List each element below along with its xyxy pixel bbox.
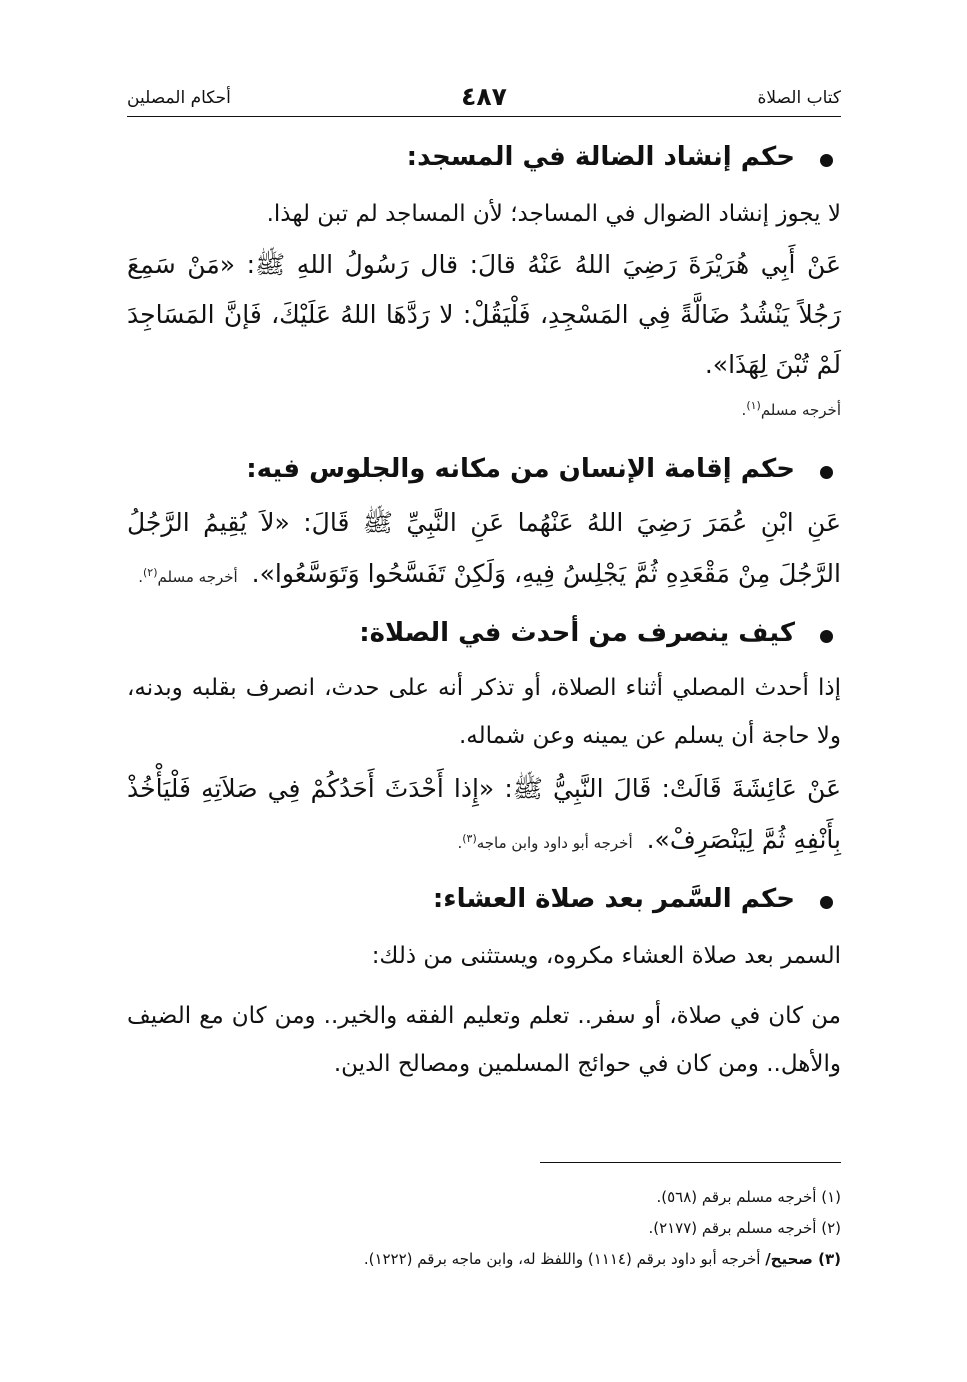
section-heading	[127, 884, 841, 914]
heading-text: حكم إقامة الإنسان من مكانه والجلوس فيه:	[246, 454, 795, 484]
footnote-ref: (٣)	[462, 832, 477, 845]
bullet-icon	[820, 466, 833, 479]
footnote: (١) أخرجه مسلم برقم (٥٦٨).	[656, 1188, 841, 1206]
bullet-icon	[820, 896, 833, 909]
source-text: أخرجه أبو داود وابن ماجه	[476, 834, 633, 852]
footnote: (٢) أخرجه مسلم برقم (٢١٧٧).	[648, 1219, 841, 1237]
bullet-icon	[820, 154, 833, 167]
section-title: أحكام المصلين	[127, 88, 231, 108]
section-heading	[127, 142, 841, 172]
footnote-divider	[540, 1162, 841, 1163]
hadith-body: عَنِ ابْنِ عُمَرَ رَضِيَ اللهُ عَنْهُما عَنِ النَّبِيِّ ﷺ قَالَ: «لاَ يُقِيمُ الرَّجُلُ الرَّجُلَ مِنْ مَقْعَدِهِ ثُمَّ يَجْلِسُ فِيهِ، وَلَكِنْ تَفَسَّحُوا وَتَوَسَّعُوا».	[127, 508, 841, 588]
source-text: أخرجه مسلم	[760, 401, 841, 419]
hadith-source: أخرجه مسلم$^{(١)}$.	[741, 399, 841, 419]
footnote-ref: (٢)	[143, 566, 158, 579]
footnotes	[127, 1182, 841, 1275]
book-title: كتاب الصلاة	[757, 88, 841, 108]
page-header	[127, 82, 841, 116]
section-heading	[127, 454, 841, 484]
heading-text: حكم السَّمر بعد صلاة العشاء:	[432, 884, 795, 914]
heading-text: حكم إنشاد الضالة في المسجد:	[406, 142, 795, 172]
paragraph: لا يجوز إنشاد الضوال في المساجد؛ لأن المساجد لم تبن لهذا.	[266, 201, 841, 227]
page-body	[127, 142, 841, 1088]
hadith-text: عَنْ أَبِي هُرَيْرَةَ رَضِيَ اللهُ عَنْهُ قالَ: قال رَسُولُ اللهِ ﷺ: «مَنْ سَمِعَ رَجُلاً يَنْشُدُ ضَالَّةً فِي المَسْجِدِ، فَلْيَقُلْ: لا رَدَّهَا اللهُ عَلَيْكَ، فَإنَّ المَسَاجِدَ لَمْ تُبْنَ لِهَذَا».	[127, 250, 841, 379]
source-text: أخرجه مسلم	[157, 568, 238, 586]
heading-text: كيف ينصرف من أحدث في الصلاة:	[359, 618, 795, 648]
paragraph: إذا أحدث المصلي أثناء الصلاة، أو تذكر أنه على حدث، انصرف بقلبه وبدنه، ولا حاجة أن يسلم عن يمينه وعن شماله.	[127, 675, 841, 749]
hadith-text	[127, 498, 841, 602]
footnote-grade: (٣) صحيح/	[765, 1250, 841, 1268]
footnote-text: أخرجه أبو داود برقم (١١١٤) واللفظ له، وابن ماجه برقم (١٢٢٢).	[363, 1250, 766, 1268]
paragraph: من كان في صلاة، أو سفر.. تعلم وتعليم الفقه والخير.. ومن كان مع الضيف والأهل.. ومن كان في حوائج المسلمين ومصالح الدين.	[127, 1003, 841, 1077]
bullet-icon	[820, 630, 833, 643]
header-divider	[127, 116, 841, 117]
footnote	[127, 1244, 841, 1275]
section-heading	[127, 618, 841, 648]
hadith-source: أخرجه أبو داود وابن ماجه$^{(٣)}$.	[457, 832, 633, 852]
page-number: ٤٨٧	[461, 82, 507, 111]
hadith-source: أخرجه مسلم$^{(٢)}$.	[138, 566, 238, 586]
paragraph: السمر بعد صلاة العشاء مكروه، ويستثنى من ذلك:	[371, 943, 841, 969]
hadith-body: عَنْ عَائِشَةَ قَالَتْ: قَالَ النَّبِيُّ ﷺ: «إِذا أَحْدَثَ أَحَدُكُمْ فِي صَلاَتِهِ فَلْيَأْخُذْ بِأَنْفِهِ ثُمَّ لِيَنْصَرِفْ».	[127, 774, 841, 854]
hadith-text	[127, 764, 841, 868]
footnote-ref: (١)	[746, 399, 761, 412]
